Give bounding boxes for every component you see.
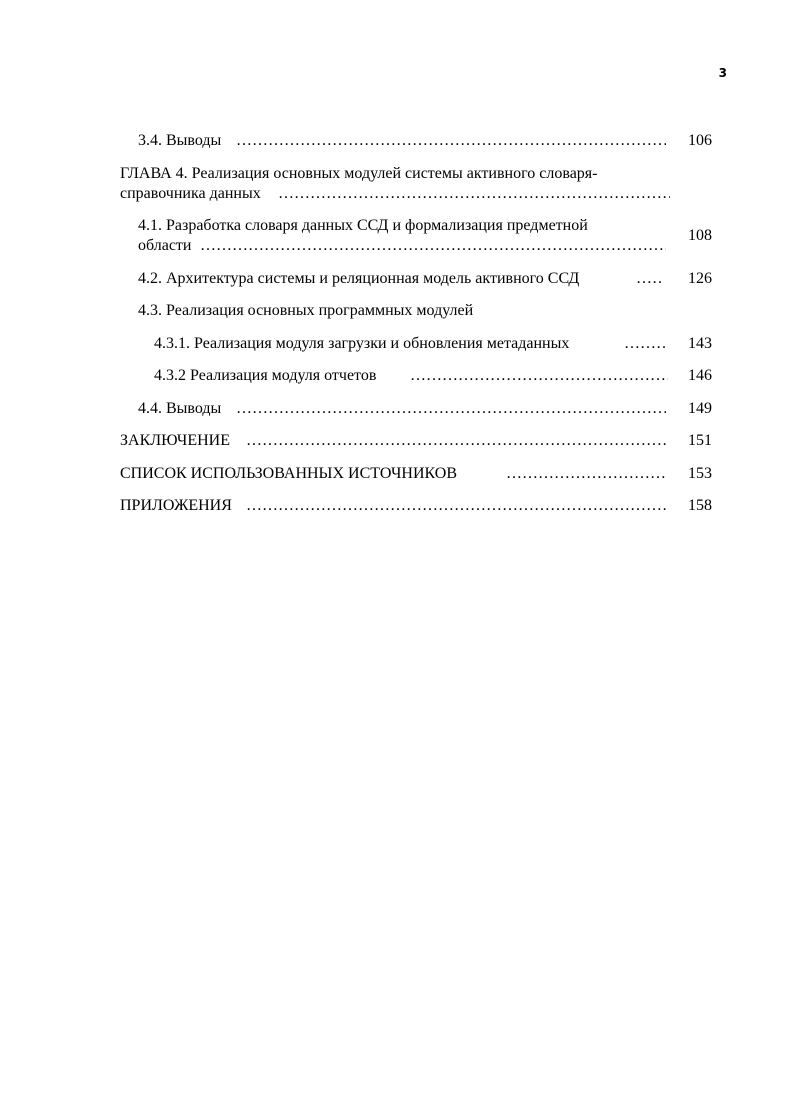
toc-entry-label: 4.2. Архитектура системы и реляционная модель активного ССД <box>138 270 580 287</box>
toc-entry-label: 4.4. Выводы <box>138 400 222 417</box>
dot-leader <box>200 236 666 256</box>
dot-leader <box>246 496 666 516</box>
toc-entry-page: 153 <box>688 465 712 482</box>
toc-entry-chapter-4-line1: ГЛАВА 4. Реализация основных модулей системы активного словаря- <box>120 165 598 182</box>
toc-entry-page: 149 <box>688 400 712 417</box>
toc-entry-page: 106 <box>688 132 712 149</box>
toc-entry-label: СПИСОК ИСПОЛЬЗОВАННЫХ ИСТОЧНИКОВ <box>120 465 458 482</box>
dot-leader <box>410 366 668 386</box>
dot-leader <box>624 334 666 354</box>
dot-leader <box>506 464 666 484</box>
dot-leader <box>278 184 670 204</box>
toc-entry-label: области <box>138 237 192 254</box>
page-number: 3 <box>718 66 727 80</box>
toc-entry-label: 4.3.2 Реализация модуля отчетов <box>154 367 377 384</box>
dot-leader <box>236 131 666 151</box>
toc-entry-page: 126 <box>688 270 712 287</box>
toc-entry-label: ЗАКЛЮЧЕНИЕ <box>120 432 230 449</box>
toc-entry-4-1-line1: 4.1. Разработка словаря данных ССД и формализация предметной <box>138 217 588 234</box>
dot-leader <box>636 269 664 289</box>
toc-entry-4-1-page: 108 <box>688 227 712 244</box>
toc-entry-page: 146 <box>688 367 712 384</box>
toc-entry-label: ПРИЛОЖЕНИЯ <box>120 497 232 514</box>
toc-entry-label: справочника данных <box>120 185 261 202</box>
toc-entry-label: 4.3. Реализация основных программных модулей <box>138 302 474 319</box>
dot-leader <box>246 431 666 451</box>
dot-leader <box>236 399 666 419</box>
toc-entry-page: 158 <box>688 497 712 514</box>
toc-entry-label: 4.3.1. Реализация модуля загрузки и обновления метаданных <box>154 335 570 352</box>
toc-entry-page: 143 <box>688 335 712 352</box>
toc-entry-page: 151 <box>688 432 712 449</box>
toc-entry-label: 3.4. Выводы <box>138 132 222 149</box>
